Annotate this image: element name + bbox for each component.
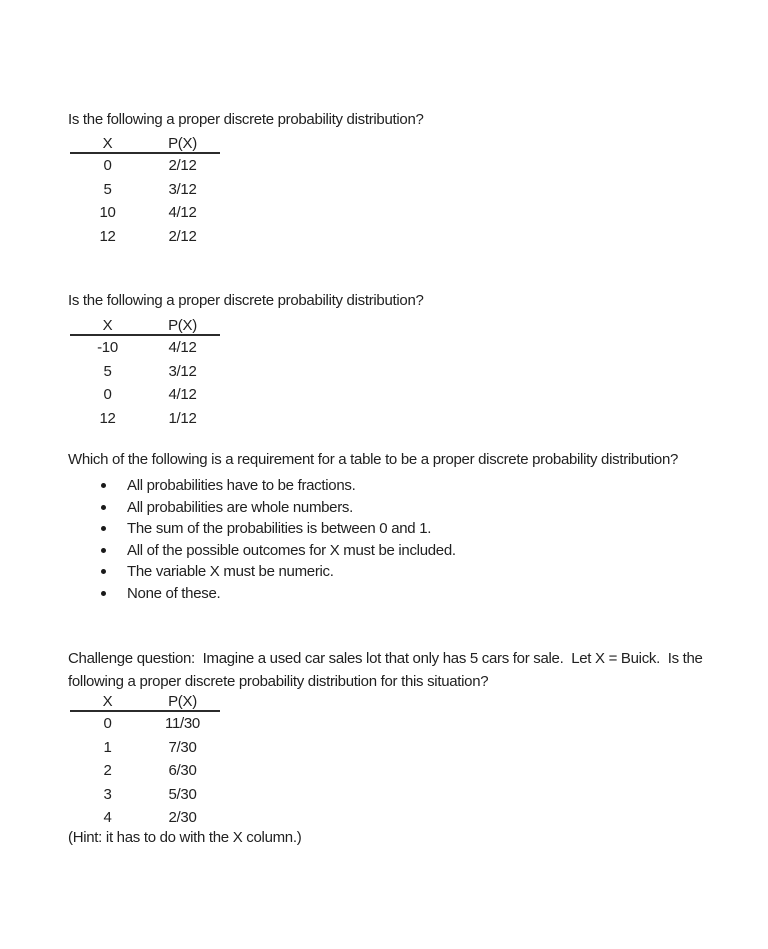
- list-item: [68, 475, 754, 497]
- question-1-section: [68, 112, 754, 248]
- px-value: 1/12: [168, 409, 197, 427]
- table-row: [70, 178, 220, 202]
- question-3-section: [68, 452, 754, 604]
- challenge-table: [70, 693, 220, 830]
- question-3-prompt: Which of the following is a requirement for a table to be a proper discrete probability distribution?: [68, 451, 679, 468]
- bullet-icon: [101, 505, 106, 510]
- challenge-question-section: [68, 647, 754, 846]
- px-value: 3/12: [168, 180, 197, 198]
- option-label: All of the possible outcomes for X must be included.: [127, 541, 456, 559]
- question-1-table: [70, 135, 220, 248]
- challenge-prompt-line-1: Challenge question: Imagine a used car sales lot that only has 5 cars for sale. Let X = Buick. Is the: [68, 650, 703, 667]
- column-header-px: P(X): [168, 317, 197, 334]
- px-value: 4/12: [168, 339, 197, 356]
- list-item: [68, 583, 754, 605]
- table-row: [70, 759, 220, 783]
- list-item: [68, 497, 754, 519]
- bullet-icon: [101, 591, 106, 596]
- option-label: All probabilities have to be fractions.: [127, 477, 356, 494]
- hint-text: (Hint: it has to do with the X column.): [68, 828, 302, 846]
- column-header-x: X: [102, 135, 113, 152]
- x-value: 5: [103, 362, 112, 380]
- question-1-prompt: Is the following a proper discrete probability distribution?: [68, 111, 424, 128]
- question-2-prompt: Is the following a proper discrete probability distribution?: [68, 292, 424, 309]
- px-value: 2/30: [168, 809, 197, 826]
- x-value: 12: [99, 227, 116, 245]
- x-value: 0: [103, 157, 112, 174]
- x-value: 0: [103, 386, 112, 403]
- bullet-icon: [101, 548, 106, 553]
- column-header-px: P(X): [168, 693, 197, 710]
- x-value: 10: [99, 204, 116, 221]
- question-2-table: [70, 317, 220, 430]
- table-row: [70, 360, 220, 384]
- option-label: All probabilities are whole numbers.: [127, 498, 353, 516]
- challenge-prompt-line-2: following a proper discrete probability distribution for this situation?: [68, 673, 489, 690]
- column-header-x: X: [102, 693, 113, 710]
- list-item: [68, 561, 754, 583]
- x-value: 5: [103, 180, 112, 198]
- x-value: 2: [103, 762, 112, 779]
- x-value: 12: [99, 409, 116, 427]
- table-row: [70, 201, 220, 225]
- bullet-icon: [101, 526, 106, 531]
- column-header-px: P(X): [168, 135, 197, 152]
- table-row: [70, 383, 220, 407]
- bullet-icon: [101, 569, 106, 574]
- table-row: [70, 806, 220, 830]
- table-row: [70, 407, 220, 431]
- table-row: [70, 225, 220, 249]
- question-2-section: [68, 293, 754, 430]
- table-row: [70, 336, 220, 360]
- x-value: 4: [103, 809, 112, 826]
- px-value: 4/12: [168, 386, 197, 403]
- px-value: 7/30: [168, 738, 197, 756]
- px-value: 3/12: [168, 362, 197, 380]
- table-row: [70, 736, 220, 760]
- table-row: [70, 712, 220, 736]
- px-value: 11/30: [165, 715, 200, 732]
- table-header-row: [70, 135, 220, 154]
- px-value: 5/30: [168, 785, 197, 803]
- x-value: 0: [103, 715, 112, 732]
- table-header-row: [70, 693, 220, 712]
- option-label: The sum of the probabilities is between 0 and 1.: [127, 520, 432, 537]
- table-row: [70, 783, 220, 807]
- answer-options-list: [68, 475, 754, 604]
- list-item: [68, 540, 754, 562]
- px-value: 2/12: [168, 227, 197, 245]
- list-item: [68, 518, 754, 540]
- px-value: 4/12: [168, 204, 197, 221]
- x-value: -10: [97, 339, 118, 356]
- x-value: 3: [103, 785, 112, 803]
- option-label: The variable X must be numeric.: [127, 563, 334, 580]
- bullet-icon: [101, 483, 106, 488]
- option-label: None of these.: [127, 584, 221, 602]
- column-header-x: X: [102, 317, 113, 334]
- table-header-row: [70, 317, 220, 336]
- x-value: 1: [103, 738, 112, 756]
- px-value: 2/12: [168, 157, 197, 174]
- table-row: [70, 154, 220, 178]
- px-value: 6/30: [168, 762, 197, 779]
